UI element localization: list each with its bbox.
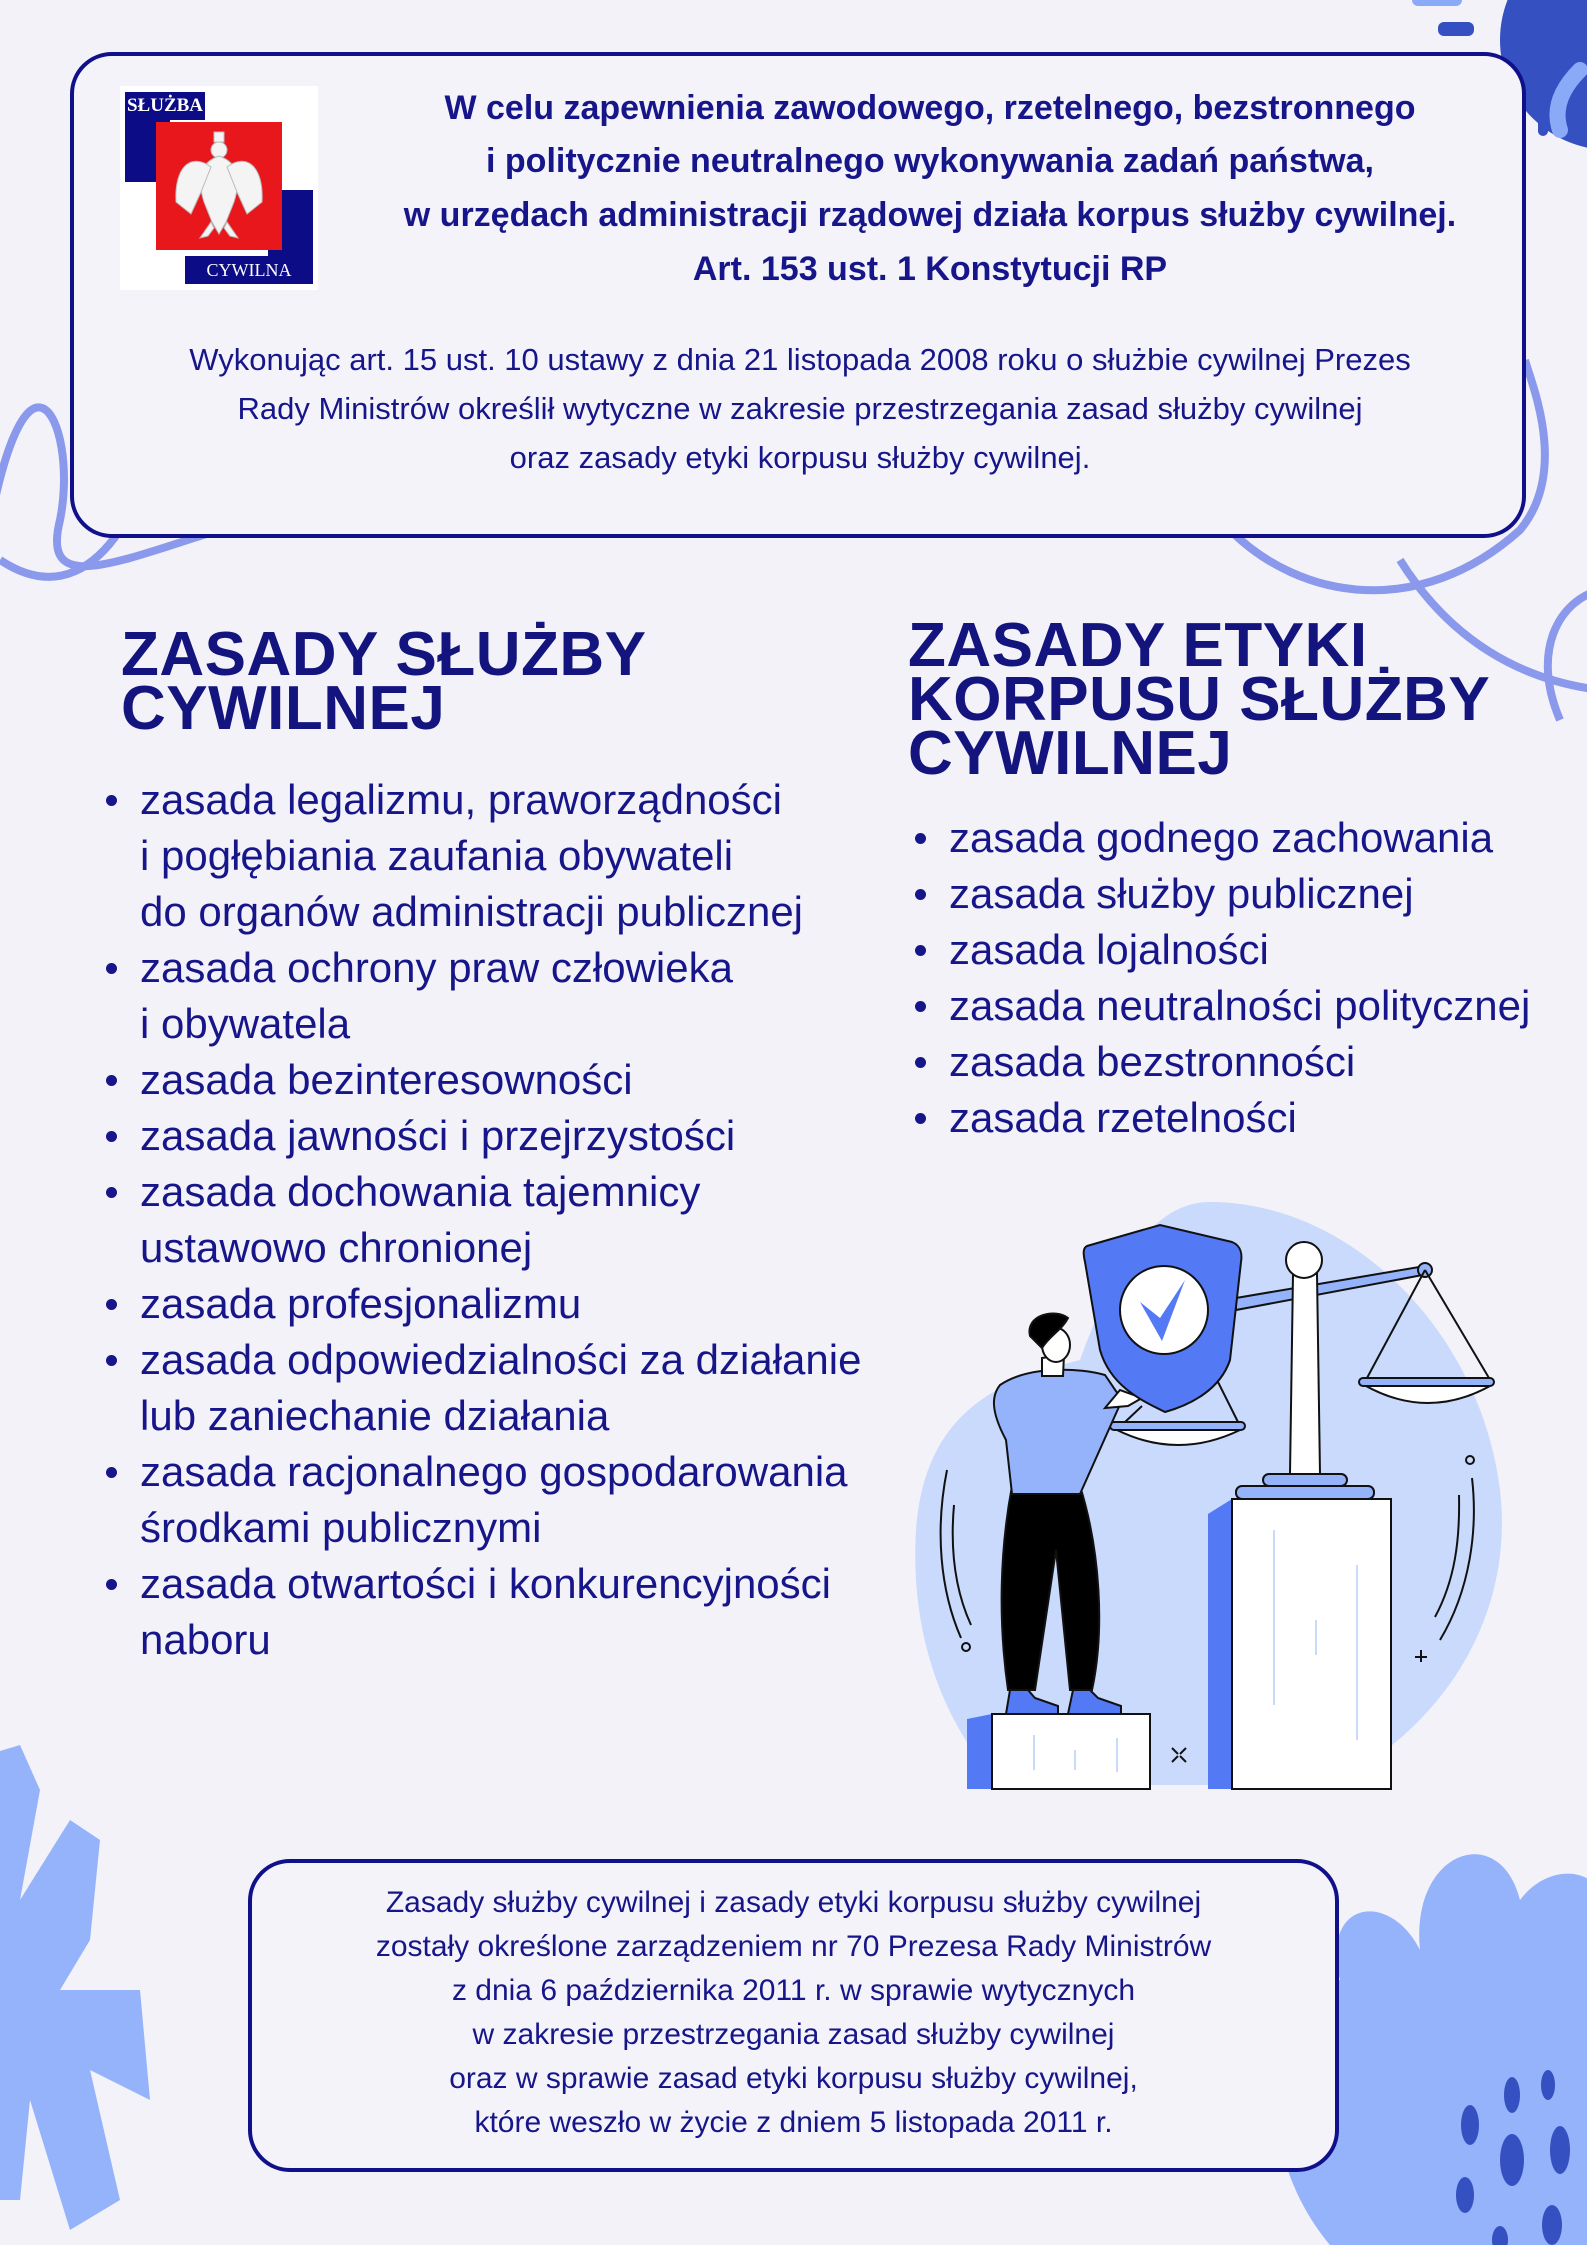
list-item-text: zasada odpowiedzialności za działanie xyxy=(140,1336,862,1383)
footer-note-line: które weszło w życie z dniem 5 listopada 2011 r. xyxy=(474,2106,1113,2139)
bullet-icon xyxy=(915,889,926,900)
list-item-text: zasada lojalności xyxy=(949,926,1269,973)
list-item-text: ustawowo chronionej xyxy=(140,1224,533,1271)
logo-red-shield xyxy=(156,122,282,250)
bullet-icon xyxy=(915,1001,926,1012)
list-item xyxy=(949,1034,1569,1090)
list-item-text: lub zaniechanie działania xyxy=(140,1392,610,1439)
list-item-text: zasada neutralności politycznej xyxy=(949,982,1531,1029)
heading-line: KORPUSU SŁUŻBY xyxy=(908,665,1491,734)
list-item-text: zasada dochowania tajemnicy xyxy=(140,1168,701,1215)
footer-note-line: z dnia 6 października 2011 r. w sprawie wytycznych xyxy=(451,1974,1136,2007)
list-item-text: i obywatela xyxy=(140,1000,351,1047)
list-item-text: zasada racjonalnego gospodarowania xyxy=(140,1448,848,1495)
list-item-text: zasada legalizmu, praworządności xyxy=(140,776,782,823)
bullet-icon xyxy=(106,963,117,974)
bullet-icon xyxy=(915,833,926,844)
heading-line: ZASADY ETYKI xyxy=(908,611,1368,680)
ethics-principles-list xyxy=(949,810,1569,1146)
intro-paragraph-line: oraz zasady etyki korpusu służby cywilnej. xyxy=(509,440,1091,475)
intro-bold-line: i politycznie neutralnego wykonywania zadań państwa, xyxy=(486,142,1374,180)
pedestal-small xyxy=(967,1714,1150,1789)
civil-service-principles-heading xyxy=(121,620,647,743)
bullet-icon xyxy=(106,1355,117,1366)
logo-top-text: SŁUŻBA xyxy=(125,92,205,120)
list-item xyxy=(949,978,1569,1034)
list-item xyxy=(949,922,1569,978)
ethics-principles-heading xyxy=(908,611,1491,788)
intro-paragraph-line: Wykonując art. 15 ust. 10 ustawy z dnia 21 listopada 2008 roku o służbie cywilnej Prezes xyxy=(189,342,1411,377)
heading-line: CYWILNEJ xyxy=(908,719,1233,788)
bullet-icon xyxy=(915,945,926,956)
white-eagle-icon xyxy=(156,122,282,250)
list-item-text: zasada godnego zachowania xyxy=(949,814,1494,861)
list-item xyxy=(140,772,900,940)
intro-bold-line: W celu zapewnienia zawodowego, rzetelnego, bezstronnego xyxy=(444,89,1416,127)
list-item xyxy=(949,866,1569,922)
list-item-text: do organów administracji publicznej xyxy=(140,888,804,935)
list-item xyxy=(140,1556,900,1668)
list-item-text: i pogłębiania zaufania obywateli xyxy=(140,832,734,879)
heading-line: ZASADY SŁUŻBY xyxy=(121,620,647,689)
heading-line: CYWILNEJ xyxy=(121,674,446,743)
list-item xyxy=(949,1090,1569,1146)
civil-service-principles-list xyxy=(140,772,900,1668)
list-item-text: środkami publicznymi xyxy=(140,1504,542,1551)
list-item-text: zasada bezstronności xyxy=(949,1038,1356,1085)
justice-scale-illustration xyxy=(880,1150,1587,1800)
footer-note-line: w zakresie przestrzegania zasad służby cywilnej xyxy=(472,2018,1115,2051)
bullet-icon xyxy=(106,1579,117,1590)
intro-bold-line: w urzędach administracji rządowej działa korpus służby cywilnej. xyxy=(403,196,1457,234)
list-item xyxy=(140,1444,900,1556)
pedestal-large xyxy=(1208,1474,1391,1789)
bullet-icon xyxy=(106,1131,117,1142)
logo-bottom-text: CYWILNA xyxy=(185,256,313,284)
bottom-left-flower-decoration xyxy=(0,1745,150,2230)
bullet-icon xyxy=(106,1187,117,1198)
constitution-reference: Art. 153 ust. 1 Konstytucji RP xyxy=(692,250,1168,288)
intro-paragraph-line: Rady Ministrów określił wytyczne w zakresie przestrzegania zasad służby cywilnej xyxy=(237,391,1363,426)
list-item-text: naboru xyxy=(140,1616,271,1663)
sluzba-cywilna-logo xyxy=(120,86,318,290)
list-item-text: zasada służby publicznej xyxy=(949,870,1414,917)
list-item-text: zasada ochrony praw człowieka xyxy=(140,944,733,991)
list-item xyxy=(140,1108,900,1164)
footer-note-line: Zasady służby cywilnej i zasady etyki korpusu służby cywilnej xyxy=(385,1886,1202,1919)
bullet-icon xyxy=(106,1299,117,1310)
list-item xyxy=(949,810,1569,866)
list-item xyxy=(140,1276,900,1332)
footer-note-line: zostały określone zarządzeniem nr 70 Prezesa Rady Ministrów xyxy=(375,1930,1212,1963)
list-item-text: zasada bezinteresowności xyxy=(140,1056,633,1103)
list-item xyxy=(140,1052,900,1108)
list-item xyxy=(140,1332,900,1444)
footer-note-line: oraz w sprawie zasad etyki korpusu służby cywilnej, xyxy=(449,2062,1138,2095)
bullet-icon xyxy=(106,1075,117,1086)
list-item-text: zasada rzetelności xyxy=(949,1094,1297,1141)
bullet-icon xyxy=(915,1113,926,1124)
list-item-text: zasada profesjonalizmu xyxy=(140,1280,582,1327)
bullet-icon xyxy=(106,1467,117,1478)
list-item-text: zasada jawności i przejrzystości xyxy=(140,1112,736,1159)
bullet-icon xyxy=(915,1057,926,1068)
list-item xyxy=(140,1164,900,1276)
list-item-text: zasada otwartości i konkurencyjności xyxy=(140,1560,831,1607)
list-item xyxy=(140,940,900,1052)
bullet-icon xyxy=(106,795,117,806)
